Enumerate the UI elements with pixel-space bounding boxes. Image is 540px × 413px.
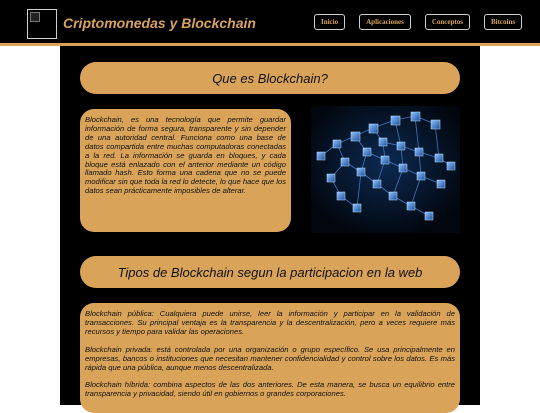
main-nav [314, 14, 522, 30]
broken-image-icon[interactable] [27, 9, 57, 39]
section-title-que-es: Que es Blockchain? [80, 62, 460, 94]
blockchain-image [311, 106, 460, 233]
section-title-tipos: Tipos de Blockchain segun la participacion en la web [80, 256, 460, 288]
intro-text-card: Blockchain, es una tecnología que permite guardar información de forma segura, transparente y sin depender de una autoridad central. Funciona como una base de datos compartida entre muchas computadoras conectadas a la red. La información se guarda en bloques, y cada bloque está enlazado con el anterior mediante un código llamado hash. Esto forma una cadena que no se puede modificar sin que toda la red lo detecte, lo que hace que los datos sean prácticamente imposibles de alterar. [80, 109, 291, 232]
nav-inicio-link[interactable]: Inicio [314, 14, 345, 30]
nav-aplicaciones-link[interactable]: Aplicaciones [359, 14, 411, 30]
type-hibrida-paragraph: Blockchain híbrida: combina aspectos de las dos anteriores. De esta manera, se busca un equilibrio entre transparencia y privacidad, siendo útil en gobiernos o grandes corporaciones. [85, 380, 455, 399]
nav-conceptos-link[interactable]: Conceptos [425, 14, 470, 30]
blockchain-network-illustration [311, 106, 460, 233]
types-text-card [80, 303, 460, 413]
main-content [60, 46, 480, 405]
type-publica-paragraph: Blockchain pública: Cualquiera puede unirse, leer la información y participar en la validación de transacciones. Su principal ventaja es la transparencia y la descentralización, pero a veces requiere más recursos y tiempo para validar las operaciones. [85, 309, 455, 336]
nav-bitcoins-link[interactable]: Bitcoins [484, 14, 522, 30]
type-privada-paragraph: Blockchain privada: está controlada por una organización o grupo específico. Se usa principalmente en empresas, bancos o instituciones que necesitan mantener confidencialidad y control sobre los datos. Es más rápida que una pública, aunque menos descentralizada. [85, 344, 455, 372]
site-header [0, 0, 540, 46]
site-title: Criptomonedas y Blockchain [63, 15, 256, 31]
